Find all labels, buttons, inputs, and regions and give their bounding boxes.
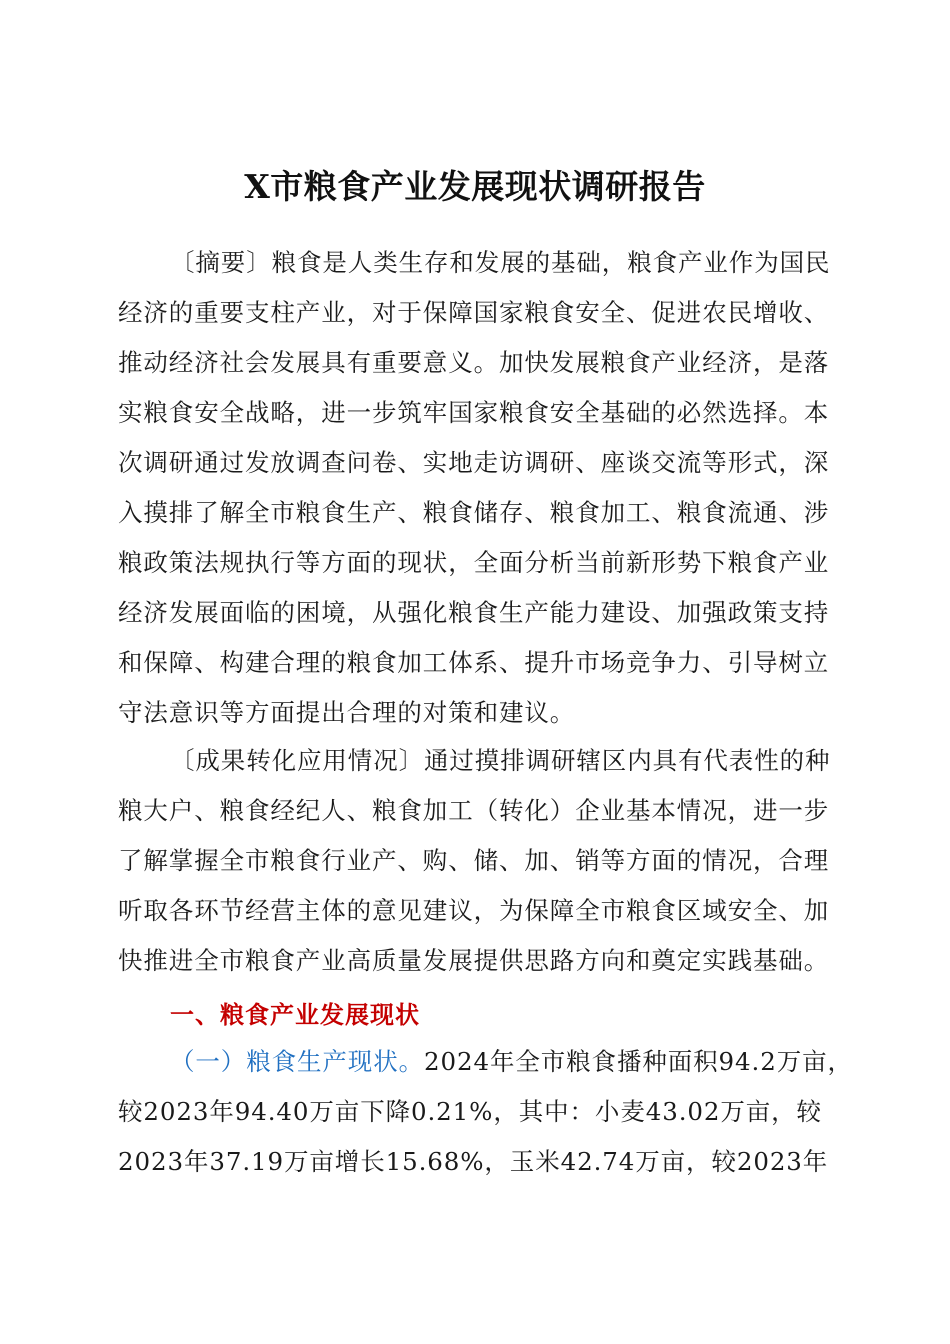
abstract-line: 实粮食安全战略，进一步筑牢国家粮食安全基础的必然选择。本 [118,398,830,427]
subsection-paragraph [118,1037,853,1187]
abstract-line: 和保障、构建合理的粮食加工体系、提升市场竞争力、引导树立 [118,648,830,677]
results-line: 粮大户、粮食经纪人、粮食加工（转化）企业基本情况，进一步 [118,796,830,825]
results-paragraph [118,736,831,986]
subsection-line: 较2023年94.40万亩下降0.21%，其中：小麦43.02万亩，较 [118,1097,822,1126]
results-line: 〔成果转化应用情况〕通过摸排调研辖区内具有代表性的种 [170,746,831,775]
results-line: 快推进全市粮食产业高质量发展提供思路方向和奠定实践基础。 [118,946,830,975]
abstract-line: 经济发展面临的困境，从强化粮食生产能力建设、加强政策支持 [118,598,830,627]
abstract-line: 粮政策法规执行等方面的现状，全面分析当前新形势下粮食产业 [118,548,830,577]
document-title: X市粮食产业发展现状调研报告 [244,167,706,206]
abstract-paragraph [118,238,831,738]
subsection-heading: （一）粮食生产现状。 [170,1047,424,1076]
subsection-first-line [118,1037,853,1087]
abstract-line: 入摸排了解全市粮食生产、粮食储存、粮食加工、粮食流通、涉 [118,498,830,527]
abstract-line: 经济的重要支柱产业，对于保障国家粮食安全、促进农民增收、 [118,298,830,327]
abstract-line: 次调研通过发放调查问卷、实地走访调研、座谈交流等形式，深 [118,448,830,477]
abstract-line: 〔摘要〕粮食是人类生存和发展的基础，粮食产业作为国民 [170,248,831,277]
results-line: 了解掌握全市粮食行业产、购、储、加、销等方面的情况，合理 [118,846,830,875]
results-line: 听取各环节经营主体的意见建议，为保障全市粮食区域安全、加 [118,896,830,925]
section-heading: 一、粮食产业发展现状 [170,1001,420,1029]
subsection-first-line-text: 2024年全市粮食播种面积94.2万亩， [424,1047,853,1076]
abstract-line: 推动经济社会发展具有重要意义。加快发展粮食产业经济，是落 [118,348,830,377]
abstract-line: 守法意识等方面提出合理的对策和建议。 [118,698,576,727]
subsection-line: 2023年37.19万亩增长15.68%，玉米42.74万亩，较2023年 [118,1147,829,1176]
